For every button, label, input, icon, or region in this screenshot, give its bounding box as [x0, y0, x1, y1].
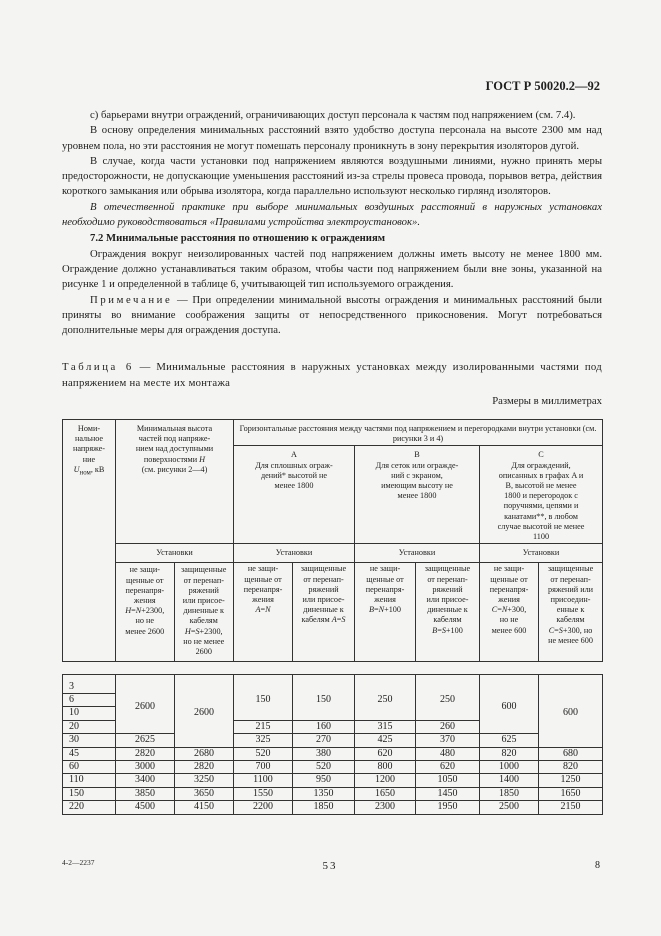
paragraph-domestic-practice: В отечественной практике при выборе минимальных воздушных расстояний в наружных установках необходимо руководствоваться «Правилами устройства электроустановок». [62, 200, 602, 229]
value-cell: 3850 [116, 787, 175, 800]
value-cell: 1100 [234, 774, 293, 787]
value-cell: 270 [293, 734, 355, 747]
header-h-protected: защищенные от перенап- ряжений или присое- диненные к кабелям H=S+2300, но не менее 2600 [181, 565, 227, 657]
header-installations-c: Установки [480, 544, 603, 563]
table-row [63, 801, 603, 814]
value-cell: 2200 [234, 801, 293, 814]
voltage-cell: 3 [63, 681, 116, 694]
value-cell: 1850 [293, 801, 355, 814]
value-cell: 3000 [116, 760, 175, 773]
value-cell: 800 [355, 760, 416, 773]
section-heading: 7.2 Минимальные расстояния по отношению к ограждениям [90, 232, 386, 245]
table-header [63, 420, 603, 662]
header-voltage: Номи- нальное напряже- ние $U_{ном}$, кВ [63, 420, 116, 662]
table-caption-text: — Минимальные расстояния в наружных установках между изолированными частями под напряжением на месте их монтажа [62, 361, 603, 389]
header-installations-h: Установки [116, 544, 234, 563]
voltage-cell: 10 [63, 707, 116, 720]
c-unprotected-3-20: 600 [480, 681, 539, 734]
value-cell: 1350 [293, 787, 355, 800]
value-cell: 2500 [480, 801, 539, 814]
value-cell: 1850 [480, 787, 539, 800]
b-protected-3-10: 250 [416, 681, 480, 721]
value-cell: 680 [539, 747, 603, 760]
h-unprotected-3-20: 2600 [116, 681, 175, 734]
value-cell: 2820 [116, 747, 175, 760]
a-unprotected-3-10: 150 [234, 681, 293, 721]
table-row [63, 760, 603, 773]
value-cell: 1650 [355, 787, 416, 800]
table-row [63, 774, 603, 787]
value-cell: 3650 [175, 787, 234, 800]
value-cell: 425 [355, 734, 416, 747]
value-cell: 620 [355, 747, 416, 760]
value-cell: 520 [293, 760, 355, 773]
value-cell: 325 [234, 734, 293, 747]
voltage-cell: 110 [63, 774, 116, 787]
voltage-cell: 20 [63, 720, 116, 733]
table-caption-label: Таблица 6 [62, 361, 134, 374]
value-cell: 4500 [116, 801, 175, 814]
footer-center-number: 53 [322, 860, 338, 872]
value-cell: 2680 [175, 747, 234, 760]
distances-table-body [62, 674, 603, 815]
note-label: Примечание [90, 293, 173, 306]
header-b-unprotected: не защи- щенные от перенапря- жения B=N+100 [355, 563, 416, 662]
value-cell: 1950 [416, 801, 480, 814]
table-row [63, 681, 603, 694]
value-cell: 950 [293, 774, 355, 787]
header-a-unprotected: не защи- щенные от перенапря- жения A=N [234, 563, 293, 662]
footer-print-code: 4-2—2237 [62, 858, 95, 867]
body-text [62, 108, 602, 409]
value-cell: 700 [234, 760, 293, 773]
paragraph-overhead-lines: В случае, когда части установки под напряжением являются воздушными линиями, нужно принять меры предосторожности, не допускающие уменьшения расстояний из-за стрелы провеса провода, порывов ветра, действия короткого замыкания или обрыва изолятора, когда параллельно используют несколько гирлянд изоляторов. [62, 154, 602, 198]
voltage-cell: 30 [63, 734, 116, 747]
value-cell: 1200 [355, 774, 416, 787]
value-cell: 160 [293, 720, 355, 733]
value-cell: 2150 [539, 801, 603, 814]
header-h-split [116, 563, 234, 662]
table-caption [62, 360, 602, 391]
a-protected-3-10: 150 [293, 681, 355, 721]
paragraph-barriers: с) барьерами внутри ограждений, ограничивающих доступ персонала к частям под напряжением (см. 7.4). [90, 109, 576, 121]
value-cell: 370 [416, 734, 480, 747]
value-cell: 260 [416, 720, 480, 733]
value-cell: 1650 [539, 787, 603, 800]
header-min-height: Минимальная высота частей под напряже- нием над доступными поверхностями H (см. рисунки 2—4) [116, 420, 234, 544]
value-cell: 1550 [234, 787, 293, 800]
b-unprotected-3-10: 250 [355, 681, 416, 721]
standard-header: ГОСТ Р 50020.2—92 [485, 79, 600, 93]
header-horizontal-group: Горизонтальные расстояния между частями под напряжением и перегородками внутри установки (см. рисунки 3 и 4) [234, 420, 603, 446]
voltage-cell: 45 [63, 747, 116, 760]
header-h-unprotected: не защи- щенные от перенапря- жения H=N+2300, но не менее 2600 [116, 563, 175, 661]
value-cell: 480 [416, 747, 480, 760]
value-cell: 820 [539, 760, 603, 773]
value-cell: 2820 [175, 760, 234, 773]
value-cell: 1250 [539, 774, 603, 787]
voltage-cell: 6 [63, 693, 116, 706]
value-cell: 2625 [116, 734, 175, 747]
header-b-protected: защищенные от перенап- ряжений или присое- диненные к кабелям B=S+100 [416, 563, 480, 662]
voltage-cell: 220 [63, 801, 116, 814]
table-row [63, 787, 603, 800]
value-cell: 3400 [116, 774, 175, 787]
header-c-protected: защищенные от перенап- ряжений или присоедин- енные к кабелям C=S+300, но не менее 600 [539, 563, 603, 662]
value-cell: 520 [234, 747, 293, 760]
table-row [63, 734, 603, 747]
paragraph-basis: В основу определения минимальных расстояний взято удобство доступа персонала на высоте 2300 мм над уровнем пола, но эти расстояния не могут помешать персоналу проникнуть в зону перекрытия изоляторов дугой. [62, 124, 602, 152]
header-group-c: C Для ограждений, описанных в графах A и B, высотой не менее 1800 и перегородок с поручнями, цепями и канатами**, в любом случае высотой не менее 1100 [480, 446, 603, 544]
table-units: Размеры в миллиметрах [492, 395, 602, 408]
value-cell: 1450 [416, 787, 480, 800]
value-cell: 380 [293, 747, 355, 760]
distances-table [62, 419, 603, 662]
voltage-cell: 150 [63, 787, 116, 800]
value-cell: 620 [416, 760, 480, 773]
table-row [63, 747, 603, 760]
value-cell: 820 [480, 747, 539, 760]
value-cell: 3250 [175, 774, 234, 787]
header-installations-a: Установки [234, 544, 355, 563]
header-group-a: A Для сплошных ограж- дений* высотой не менее 1800 [234, 446, 355, 544]
c-protected-3-30: 600 [539, 681, 603, 748]
value-cell: 1400 [480, 774, 539, 787]
voltage-cell: 60 [63, 760, 116, 773]
value-cell: 625 [480, 734, 539, 747]
value-cell: 315 [355, 720, 416, 733]
header-group-b: B Для сеток или огражде- ний с экраном, имеющим высоту не менее 1800 [355, 446, 480, 544]
header-c-unprotected: не защи- щенные от перенапря- жения C=N+300, но не менее 600 [480, 563, 539, 662]
paragraph-fences: Ограждения вокруг неизолированных частей под напряжением должны иметь высоту не менее 1800 мм. Ограждение должно устанавливаться таким образом, чтобы части под напряжением были вне зоны, указанной на рисунке 1 и определенной в таблице 6, учитывающей тип используемого ограждения. [62, 247, 602, 291]
note [62, 293, 602, 339]
header-installations-b: Установки [355, 544, 480, 563]
note-text: — При определении минимальной высоты ограждения и минимальных расстояний были приняты во внимание соображения защиты от непосредственного прикосновения. Могут потребоваться дополнительные меры для ограждения доступа. [62, 293, 602, 337]
page-number: 8 [595, 860, 600, 871]
value-cell: 1050 [416, 774, 480, 787]
table-data [63, 675, 603, 815]
h-protected-3-30: 2600 [175, 681, 234, 748]
header-a-protected: защищенные от перенап- ряжений или присое- диненные к кабелям A=S [293, 563, 355, 662]
value-cell: 4150 [175, 801, 234, 814]
value-cell: 215 [234, 720, 293, 733]
value-cell: 1000 [480, 760, 539, 773]
value-cell: 2300 [355, 801, 416, 814]
